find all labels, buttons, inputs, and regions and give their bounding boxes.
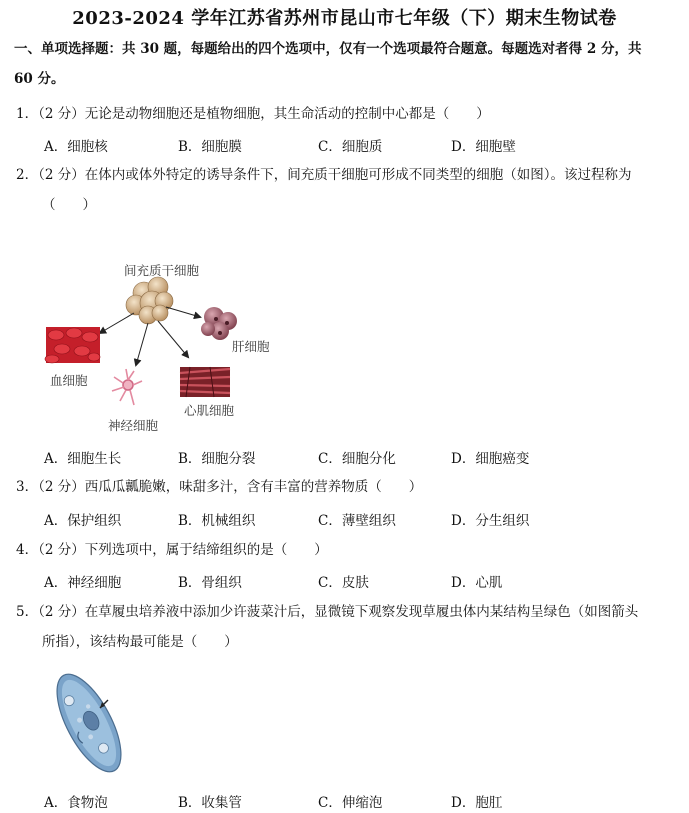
- question-5-option-d[interactable]: D．胞肛: [451, 795, 503, 811]
- question-5-options: [44, 791, 664, 813]
- question-3-text: 3．（2 分）西瓜瓜瓤脆嫩，味甜多汁，含有丰富的营养物质（ ）: [16, 479, 423, 495]
- page-title: 2023-2024 学年江苏省苏州市昆山市七年级（下）期末生物试卷: [72, 8, 617, 29]
- question-5-option-c[interactable]: C．伸缩泡: [318, 795, 383, 811]
- question-2-text: [16, 160, 676, 220]
- stem-cell-icon: [126, 277, 173, 324]
- question-3-option-c[interactable]: C．薄壁组织: [318, 513, 396, 529]
- question-5-text-line2: 所指），该结构最可能是（ ）: [42, 634, 238, 650]
- question-4-text: 4．（2 分）下列选项中，属于结缔组织的是（ ）: [16, 542, 328, 558]
- question-2-option-c[interactable]: C．细胞分化: [318, 451, 396, 467]
- figure-label-nerve-cell: 神经细胞: [108, 418, 159, 433]
- liver-cell-icon: [201, 307, 237, 340]
- question-5-text: [16, 597, 676, 657]
- question-2-option-a[interactable]: A．细胞生长: [44, 451, 122, 467]
- question-2-text-line1: 2．（2 分）在体内或体外特定的诱导条件下，间充质干细胞可形成不同类型的细胞（如图）。该过程称为: [16, 167, 632, 183]
- question-4-option-b[interactable]: B．骨组织: [178, 575, 242, 591]
- question-1-option-b[interactable]: B．细胞膜: [178, 139, 242, 155]
- paramecium-figure: [44, 664, 134, 782]
- question-2-options: [44, 447, 664, 469]
- stem-cell-figure: [40, 255, 300, 440]
- question-2-option-d[interactable]: D．细胞癌变: [451, 451, 530, 467]
- figure-label-heart-cell: 心肌细胞: [184, 403, 235, 418]
- question-3-option-d[interactable]: D．分生组织: [451, 513, 530, 529]
- question-1-option-d[interactable]: D．细胞壁: [451, 139, 516, 155]
- blood-cell-icon: [45, 327, 100, 363]
- question-1-option-a[interactable]: A．细胞核: [44, 139, 108, 155]
- section-heading: [14, 34, 678, 94]
- figure-label-liver-cell: 肝细胞: [232, 339, 270, 354]
- nerve-cell-icon: [112, 369, 142, 405]
- question-4-option-c[interactable]: C．皮肤: [318, 575, 369, 591]
- section-heading-line1: 一、单项选择题：共 30 题，每题给出的四个选项中，仅有一个选项最符合题意。每题选对者得 2 分，共: [14, 41, 642, 57]
- figure-label-blood-cell: 血细胞: [50, 373, 88, 388]
- question-4-options: [44, 571, 664, 593]
- question-3-option-b[interactable]: B．机械组织: [178, 513, 256, 529]
- question-1-option-c[interactable]: C．细胞质: [318, 139, 383, 155]
- paramecium-diagram: [44, 664, 134, 782]
- heart-muscle-cell-icon: [180, 367, 230, 397]
- question-1-options: [44, 135, 664, 157]
- question-4-option-a[interactable]: A．神经细胞: [44, 575, 122, 591]
- section-heading-line2: 60 分。: [14, 71, 65, 87]
- question-2-option-b[interactable]: B．细胞分裂: [178, 451, 256, 467]
- question-2-text-line2: （ ）: [42, 197, 96, 213]
- question-3-option-a[interactable]: A．保护组织: [44, 513, 122, 529]
- question-5-text-line1: 5．（2 分）在草履虫培养液中添加少许菠菜汁后，显微镜下观察发现草履虫体内某结构呈绿色（如图箭头: [16, 604, 639, 620]
- question-3-options: [44, 509, 664, 531]
- question-4-option-d[interactable]: D．心肌: [451, 575, 503, 591]
- figure-label-stem-cell: 间充质干细胞: [124, 263, 200, 278]
- question-5-option-a[interactable]: A．食物泡: [44, 795, 108, 811]
- question-5-option-b[interactable]: B．收集管: [178, 795, 242, 811]
- question-1-text: 1．（2 分）无论是动物细胞还是植物细胞，其生命活动的控制中心都是（ ）: [16, 106, 490, 122]
